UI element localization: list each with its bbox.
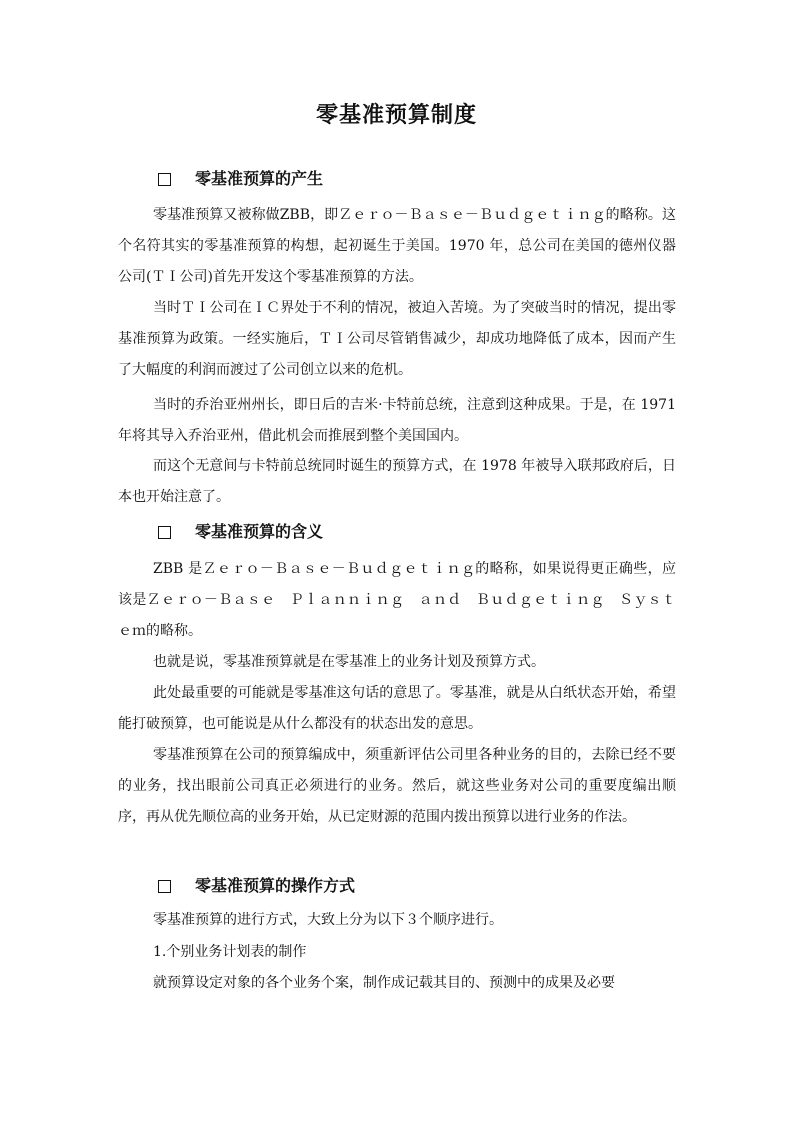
- paragraph: 也就是说，零基准预算就是在零基准上的业务计划及预算方式。: [153, 654, 545, 670]
- section-heading-label: 零基准预算的产生: [195, 169, 324, 188]
- section-heading-origin: [158, 167, 323, 191]
- paragraph: ZBB 是Ｚｅｒｏ－Ｂａｓｅ－Ｂｕｄｇｅｔｉｎｇ的略称，如果说得更正确些，应该是Ｚｅｒｏ－Ｂａｓｅ Ｐｌａｎｎｉｎｇ ａｎｄ Ｂｕｄｇｅｔｉｎｇ Ｓｙｓｔｅｍ的略称。: [118, 561, 676, 639]
- paragraph: 零基准预算在公司的预算编成中，须重新评估公司里各种业务的目的，去除已经不要的业务，找出眼前公司真正必须进行的业务。然后，就这些业务对公司的重要度编出顺序，再从优先顺位高的业务开始，从已定财源的范围内拨出预算以进行业务的作法。: [118, 747, 676, 825]
- section-heading-operation: [158, 874, 355, 898]
- document-title: 零基准预算制度: [315, 103, 477, 128]
- section-heading-label: 零基准预算的操作方式: [195, 876, 356, 895]
- checkbox-icon: [158, 173, 171, 186]
- section-heading-label: 零基准预算的含义: [195, 522, 324, 541]
- paragraph: 当时ＴＩ公司在ＩＣ界处于不利的情况，被迫入苦境。为了突破当时的情况，提出零基准预算为政策。一经实施后，ＴＩ公司尽管销售减少，却成功地降低了成本，因而产生了大幅度的利润而渡过了公司创立以来的危机。: [118, 300, 676, 378]
- paragraph: 而这个无意间与卡特前总统同时诞生的预算方式，在 1978 年被导入联邦政府后，日本也开始注意了。: [118, 458, 676, 505]
- paragraph: 就预算设定对象的各个业务个案，制作成记载其目的、预测中的成果及必要: [153, 975, 615, 991]
- list-item: 1.个别业务计划表的制作: [153, 944, 307, 960]
- paragraph: 零基准预算又被称做ZBB，即Ｚｅｒｏ－Ｂａｓｅ－Ｂｕｄｇｅｔｉｎｇ的略称。这个名符其实的零基准预算的构想，起初诞生于美国。1970 年，总公司在美国的德州仪器公司(ＴＩ公司)首先开发这个零基准预算的方法。: [118, 207, 676, 285]
- paragraph: 当时的乔治亚州州长，即日后的吉米·卡特前总统，注意到这种成果。于是，在 1971 年将其导入乔治亚州，借此机会而推展到整个美国国内。: [118, 397, 676, 444]
- section-heading-meaning: [158, 520, 323, 544]
- paragraph: 此处最重要的可能就是零基准这句话的意思了。零基准，就是从白纸状态开始，希望能打破预算，也可能说是从什么都没有的状态出发的意思。: [118, 685, 676, 732]
- paragraph: 零基准预算的进行方式，大致上分为以下３个顺序进行。: [153, 912, 503, 928]
- checkbox-icon: [158, 526, 171, 539]
- checkbox-icon: [158, 880, 171, 893]
